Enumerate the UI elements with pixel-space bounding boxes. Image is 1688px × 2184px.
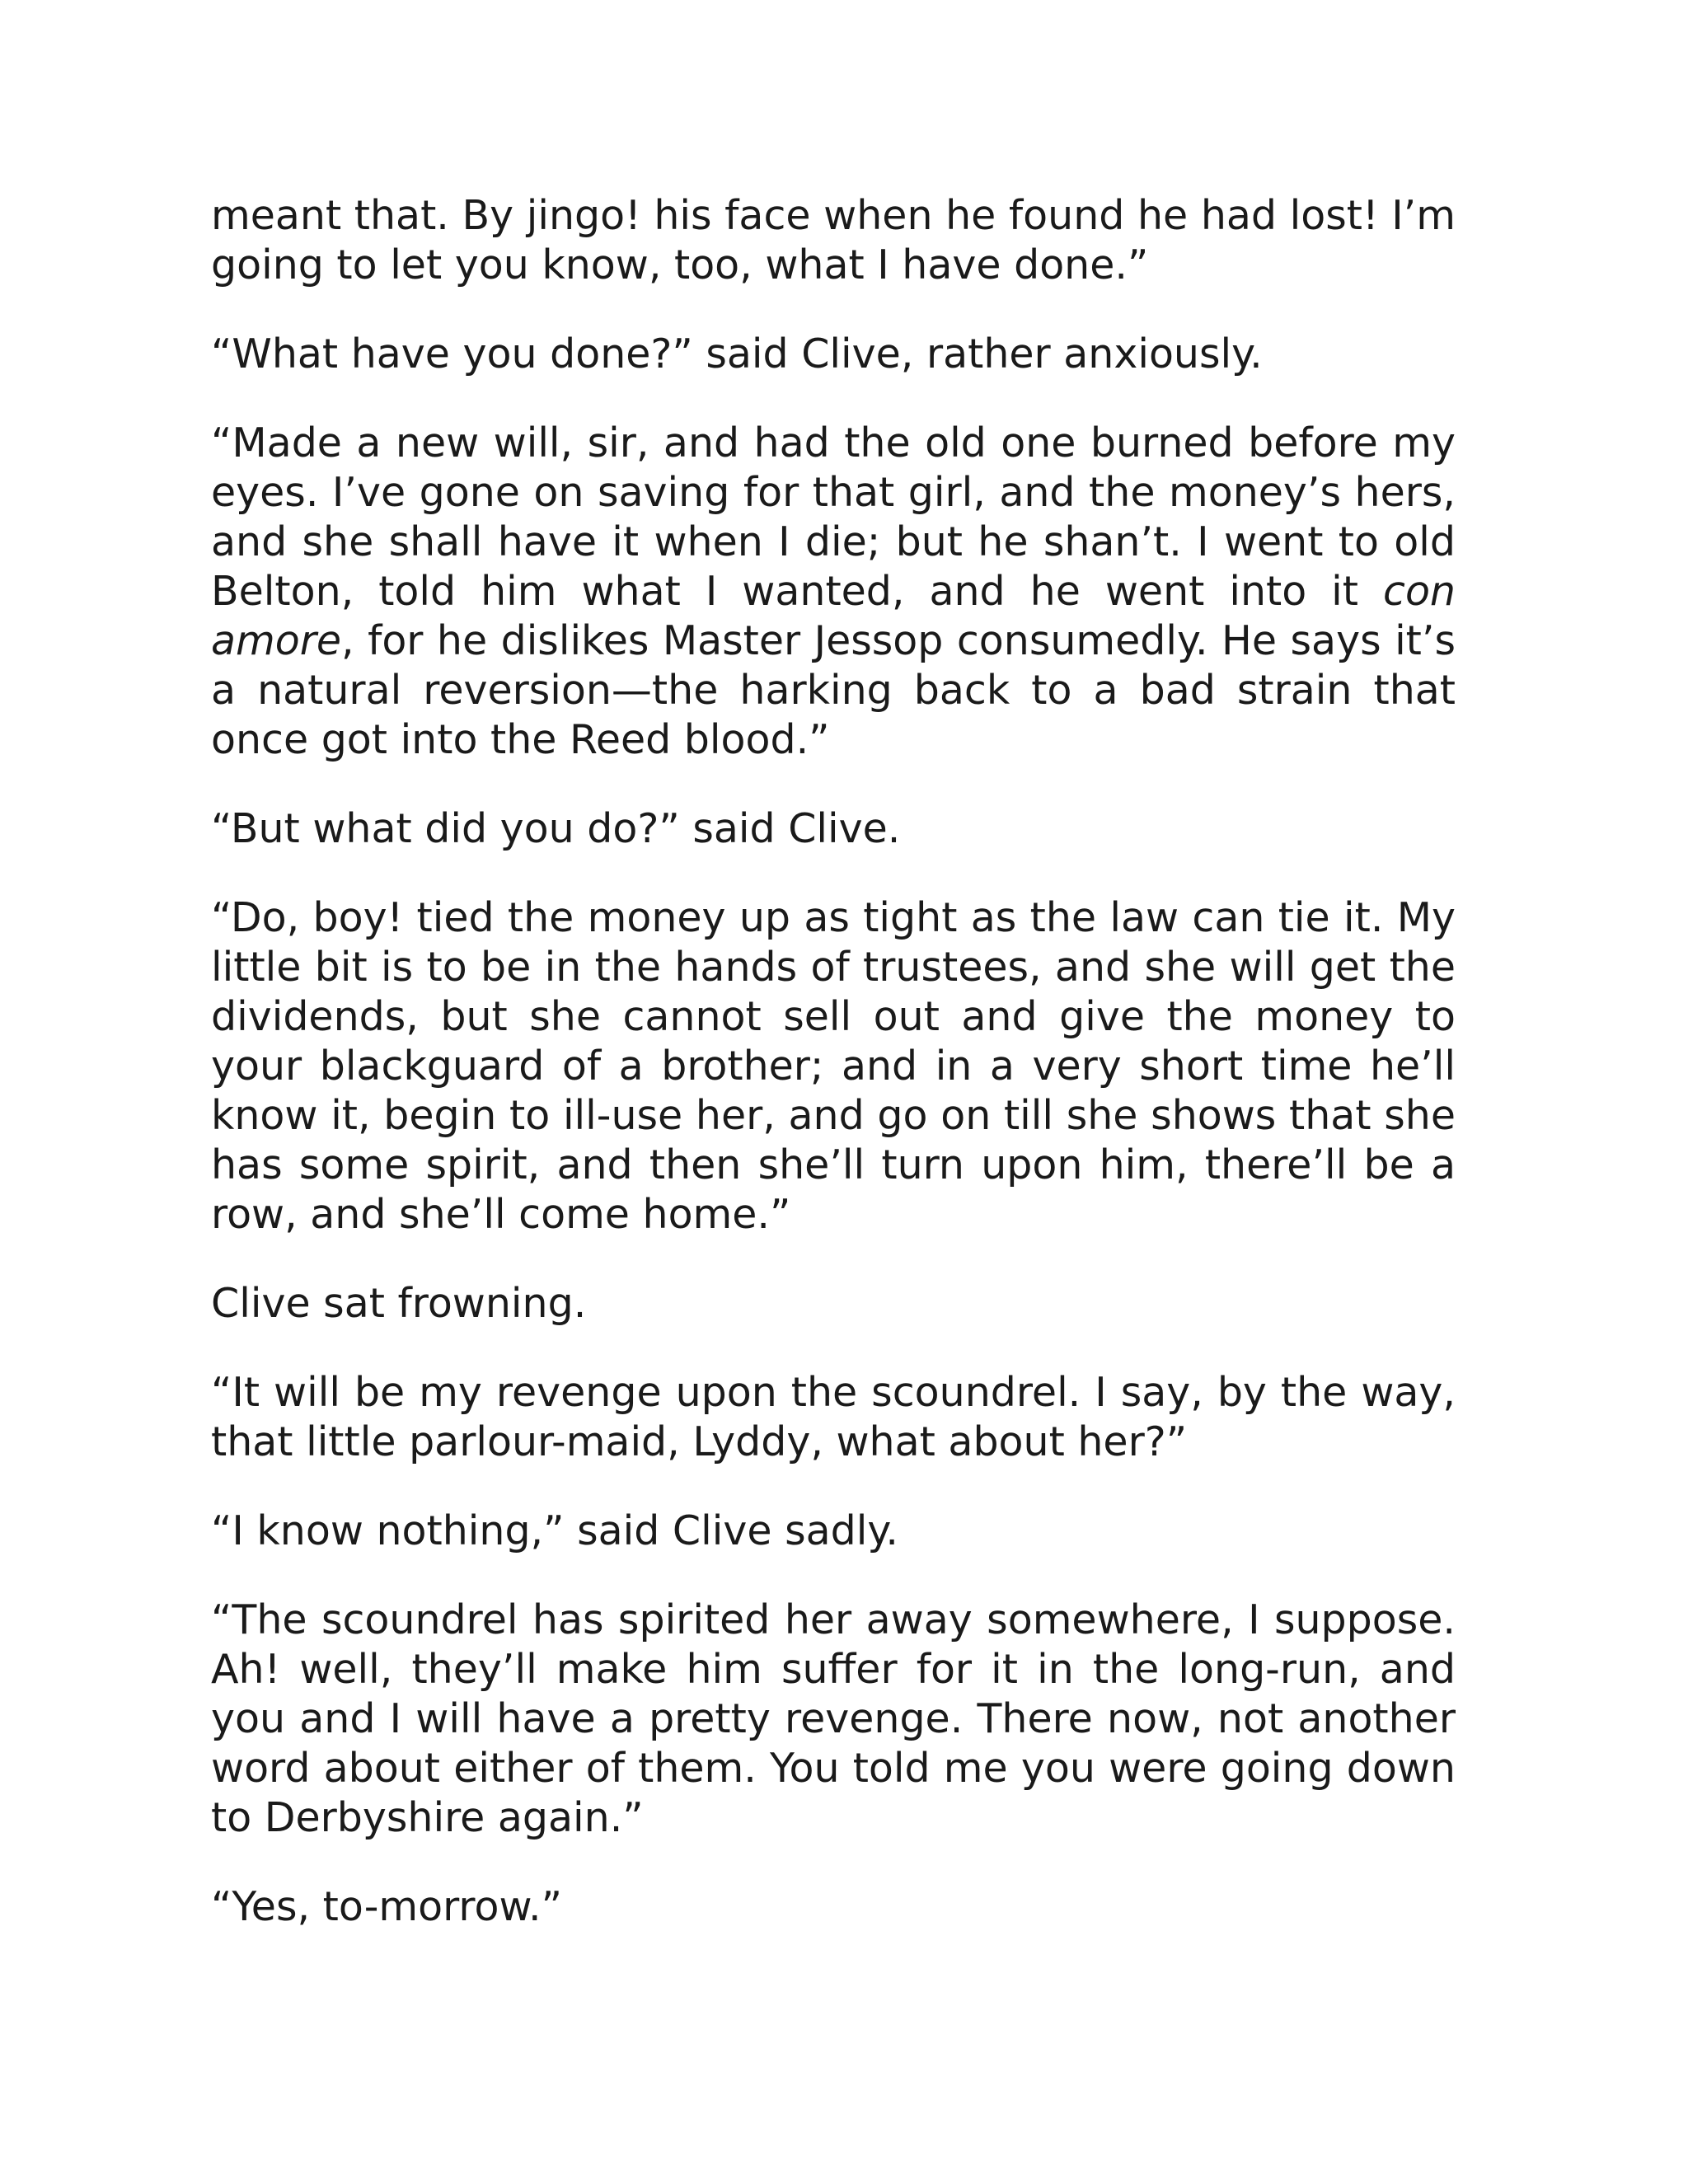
paragraph-3-text-after: , for he dislikes Master Jessop consumedly. He says it’s a natural reversion—the harking back to a bad strain that once got into the Reed blood.”	[211, 617, 1456, 763]
paragraph-1: meant that. By jingo! his face when he found he had lost! I’m going to let you know, too, what I have done.”	[211, 192, 1456, 288]
paragraph-10: “Yes, to-morrow.”	[211, 1883, 562, 1930]
paragraph-3	[211, 419, 1456, 765]
paragraph-8: “I know nothing,” said Clive sadly.	[211, 1507, 898, 1554]
page-body	[211, 191, 1456, 1932]
paragraph-3-italic-phrase: con amore	[211, 568, 1456, 664]
paragraph-4: “But what did you do?” said Clive.	[211, 805, 901, 852]
paragraph-7: “It will be my revenge upon the scoundrel. I say, by the way, that little parlour-maid, Lyddy, what about her?”	[211, 1369, 1456, 1465]
paragraph-9: “The scoundrel has spirited her away somewhere, I suppose. Ah! well, they’ll make him suffer for it in the long-run, and you and I will have a pretty revenge. There now, not another word about either of them. You told me you were going down to Derbyshire again.”	[211, 1596, 1456, 1841]
paragraph-5: “Do, boy! tied the money up as tight as the law can tie it. My little bit is to be in the hands of trustees, and she will get the dividends, but she cannot sell out and give the money to your blackguard of a brother; and in a very short time he’ll know it, begin to ill-use her, and go on till she shows that she has some spirit, and then she’ll turn upon him, there’ll be a row, and she’ll come home.”	[211, 894, 1456, 1238]
paragraph-2: “What have you done?” said Clive, rather anxiously.	[211, 330, 1263, 377]
paragraph-6: Clive sat frowning.	[211, 1280, 587, 1327]
paragraph-3-text-before: “Made a new will, sir, and had the old one burned before my eyes. I’ve gone on saving for that girl, and the money’s hers, and she shall have it when I die; but he shan’t. I went to old Belton, told him what I wanted, and he went into it	[211, 419, 1456, 615]
